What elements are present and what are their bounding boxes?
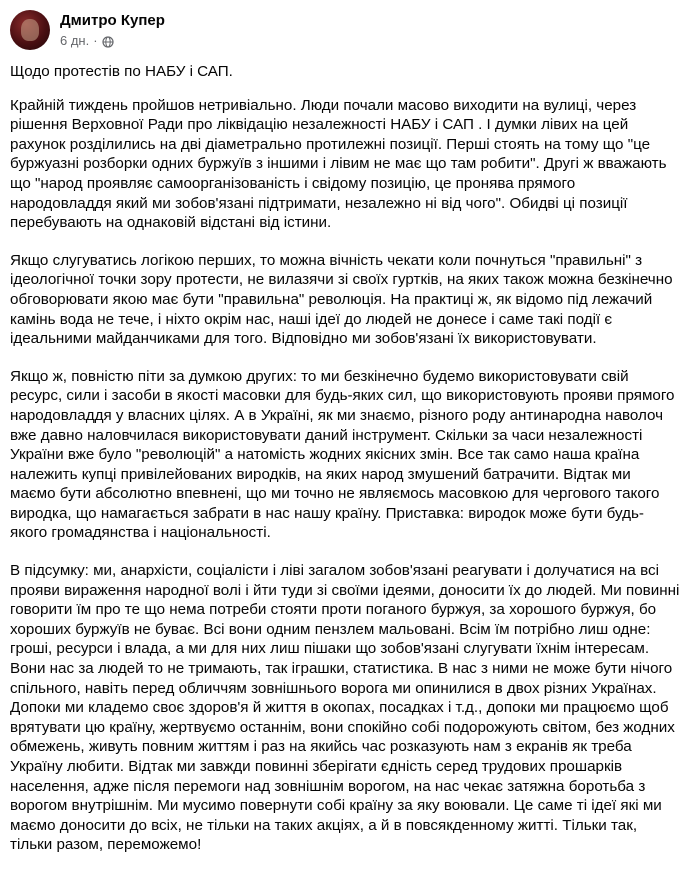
- meta-separator: ·: [93, 33, 98, 48]
- post-header: [10, 8, 165, 52]
- post-paragraph: В підсумку: ми, анархісти, соціалісти і ліві загалом зобов'язані реагувати і долучатися на всі прояви вираження народної волі і йти туди зі своїми ідеями, доносити їх до людей. Ми повинні говорити їм про те що нема потреби стояти проти поганого буржуя, за хорошого буржуя, бо хороших буржуїв не буває. Всі вони одним пензлем мальовані. Всім їм потрібно лиш одне: гроші, ресурси і влада, а ми для них лиш пішаки що зобов'язані слугувати їхнім інтересам. Вони нас за людей то не тримають, так іграшки, статистика. В нас з ними не може бути нічого спільного, навіть перед обличчям зовнішнього ворога ми опинилися в двох різних Українах. Допоки ми кладемо своє здоров'я й життя в окопах, посадках і т.д., допоки ми працюємо щоб врятувати цю країну, жертвуємо останнім, вони спокійно собі подорожують світом, без жодних обмежень, живуть повним життям і раз на якийсь час розказують нам з екранів як треба Україну любити. Відтак ми завжди повинні зберігати єдність серед трудових прошарків населення, адже після перемоги над зовнішнім ворогом, на нас чекає затяжна боротьба з ворогом внутрішнім. Ми мусимо повернути собі країну за яку воювали. Це саме ті ідеї які ми маємо доносити до всіх, не тільки на таких акціях, а й в повсякденному житті. Тільки так, тільки разом, переможемо!: [10, 562, 680, 854]
- post-timestamp[interactable]: 6 дн.: [60, 33, 90, 48]
- header-text: [60, 11, 165, 49]
- post-paragraph: Якщо слугуватись логікою перших, то можна вічність чекати коли почнуться "правильні" з ідеологічної точки зору протести, не вилазячи зі своїх гуртків, на яких також можна безкінечно обговорювати якою має бути "правильна" революція. На практиці ж, як відомо під лежачий камінь вода не тече, і ніхто окрім нас, наші ідеї до людей не донесе і саме такі події є ідеальними майданчиками для того. Відповідно ми зобов'язані їх використовувати.: [10, 251, 673, 348]
- author-name[interactable]: Дмитро Купер: [60, 12, 165, 29]
- post-meta: [60, 32, 165, 49]
- post-body: [10, 62, 680, 873]
- post-paragraph: Крайній тиждень пройшов нетривіально. Люди почали масово виходити на вулиці, через рішення Верховної Ради про ліквідацію незалежності НАБУ і САП . І думки лівих на цей рахунок розділились на дві діаметрально протилежні позиції. Перші стоять на тому що "це буржуазні розборки одних буржуїв з іншими і лівим не має що там робити". Другі ж вважають що "народ проявляє самоорганізованість і свідому позицію, це пронява прямого народовладдя який ми зобов'язані підтримати, незалежно ні від чого". Обидві ці позиції перебувають на однаковій відстані від істини.: [10, 96, 667, 232]
- globe-icon[interactable]: [102, 35, 114, 47]
- post-paragraph-heading: Щодо протестів по НАБУ і САП.: [10, 63, 233, 80]
- post-paragraph: Якщо ж, повністю піти за думкою других: то ми безкінечно будемо використовувати свій ресурс, сили і засоби в якості масовки для будь-яких сил, що використовують прояви прямого народовладдя у власних цілях. А в Україні, як ми знаємо, різного роду антинародна наволоч вже давно наловчилася використовувати даний інструмент. Скільки за часи незалежності України вже було "революцій" а натомість жодних якісних змін. Все так само наша країна належить купці привілейованих виродків, на яких народ змушений батрачити. Відтак ми маємо бути абсолютно впевнені, що ми точно не являємось масовкою для чергового такого виродка, що намагається забрати в нас нашу країну. Приставка: виродок може бути будь-якого громадянства і національності.: [10, 367, 675, 542]
- avatar[interactable]: [10, 10, 50, 50]
